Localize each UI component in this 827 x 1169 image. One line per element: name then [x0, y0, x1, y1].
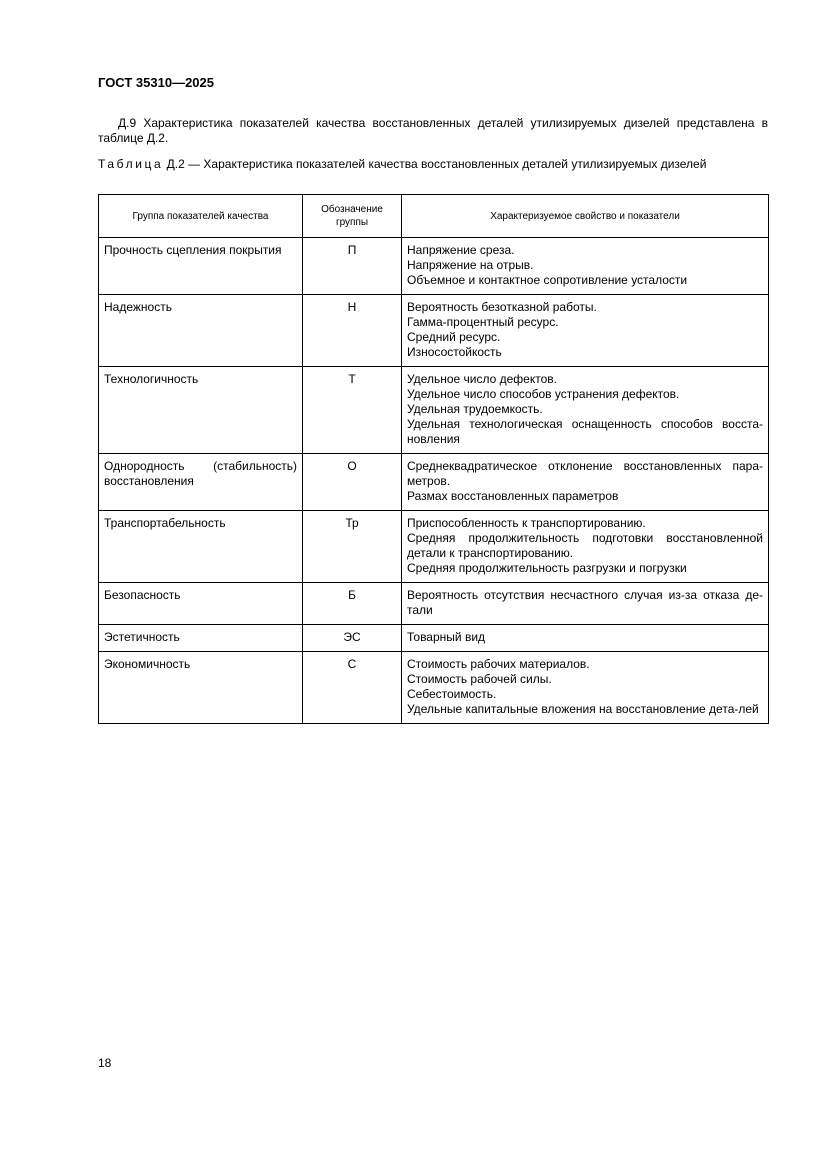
property-line: Удельная технологическая оснащенность способов восста-новления — [407, 417, 763, 446]
cell-group: Однородность (стабильность) восстановления — [99, 454, 303, 511]
property-line: Удельное число способов устранения дефектов. — [407, 387, 680, 401]
cell-group: Эстетичность — [99, 625, 303, 652]
table-body — [99, 238, 769, 724]
property-line: Вероятность отсутствия несчастного случая из-за отказа де-тали — [407, 588, 763, 617]
cell-symbol: Б — [303, 583, 402, 625]
property-line: Гамма-процентный ресурс. — [407, 315, 559, 329]
property-line: Удельное число дефектов. — [407, 372, 557, 386]
header-symbol: Обозначение группы — [303, 195, 402, 238]
property-line: Стоимость рабочей силы. — [407, 672, 552, 686]
cell-properties — [402, 625, 769, 652]
cell-symbol: П — [303, 238, 402, 295]
property-line: Приспособленность к транспортированию. — [407, 516, 646, 530]
cell-group: Транспортабельность — [99, 511, 303, 583]
intro-paragraph: Д.9 Характеристика показателей качества восстановленных деталей утилизируемых дизелей представлена в таблице Д.2. — [98, 116, 768, 145]
cell-symbol: ЭС — [303, 625, 402, 652]
property-line: Среднеквадратическое отклонение восстановленных пара-метров. — [407, 459, 763, 488]
cell-symbol: С — [303, 652, 402, 724]
quality-indicators-table — [98, 194, 769, 724]
header-group: Группа показателей качества — [99, 195, 303, 238]
cell-properties — [402, 511, 769, 583]
table-row — [99, 454, 769, 511]
cell-group: Безопасность — [99, 583, 303, 625]
table-caption-label: Д.2 — [166, 157, 185, 171]
cell-group: Надежность — [99, 295, 303, 367]
table-row — [99, 583, 769, 625]
property-line: Средняя продолжительность подготовки восстановленной детали к транспортированию. — [407, 531, 763, 560]
cell-properties — [402, 652, 769, 724]
header-properties: Характеризуемое свойство и показатели — [402, 195, 769, 238]
property-line: Средняя продолжительность разгрузки и погрузки — [407, 561, 687, 575]
table-row — [99, 652, 769, 724]
property-line: Себестоимость. — [407, 687, 497, 701]
cell-properties — [402, 367, 769, 454]
table-caption-title: — Характеристика показателей качества восстановленных деталей утилизируемых дизелей — [188, 157, 707, 171]
cell-properties — [402, 454, 769, 511]
cell-symbol: Н — [303, 295, 402, 367]
property-line: Износостойкость — [407, 345, 502, 359]
table-row — [99, 511, 769, 583]
table-row — [99, 625, 769, 652]
cell-symbol: О — [303, 454, 402, 511]
cell-properties — [402, 295, 769, 367]
table-row — [99, 295, 769, 367]
page-number: 18 — [98, 1056, 112, 1070]
table-header-row — [99, 195, 769, 238]
property-line: Вероятность безотказной работы. — [407, 300, 597, 314]
table-row — [99, 367, 769, 454]
property-line: Напряжение среза. — [407, 243, 515, 257]
cell-group: Экономичность — [99, 652, 303, 724]
property-line: Удельная трудоемкость. — [407, 402, 543, 416]
table-caption — [98, 157, 788, 172]
property-line: Размах восстановленных параметров — [407, 489, 619, 503]
property-line: Товарный вид — [407, 630, 486, 644]
property-line: Средний ресурс. — [407, 330, 501, 344]
property-line: Напряжение на отрыв. — [407, 258, 534, 272]
cell-group: Технологичность — [99, 367, 303, 454]
cell-symbol: Тр — [303, 511, 402, 583]
property-line: Стоимость рабочих материалов. — [407, 657, 590, 671]
table-caption-prefix: Таблица — [98, 157, 164, 171]
property-line: Удельные капитальные вложения на восстановление дета-лей — [407, 702, 759, 716]
document-header: ГОСТ 35310—2025 — [98, 75, 214, 90]
property-line: Объемное и контактное сопротивление усталости — [407, 273, 688, 287]
cell-symbol: Т — [303, 367, 402, 454]
cell-group: Прочность сцепления покрытия — [99, 238, 303, 295]
cell-properties — [402, 583, 769, 625]
table-row — [99, 238, 769, 295]
cell-properties — [402, 238, 769, 295]
